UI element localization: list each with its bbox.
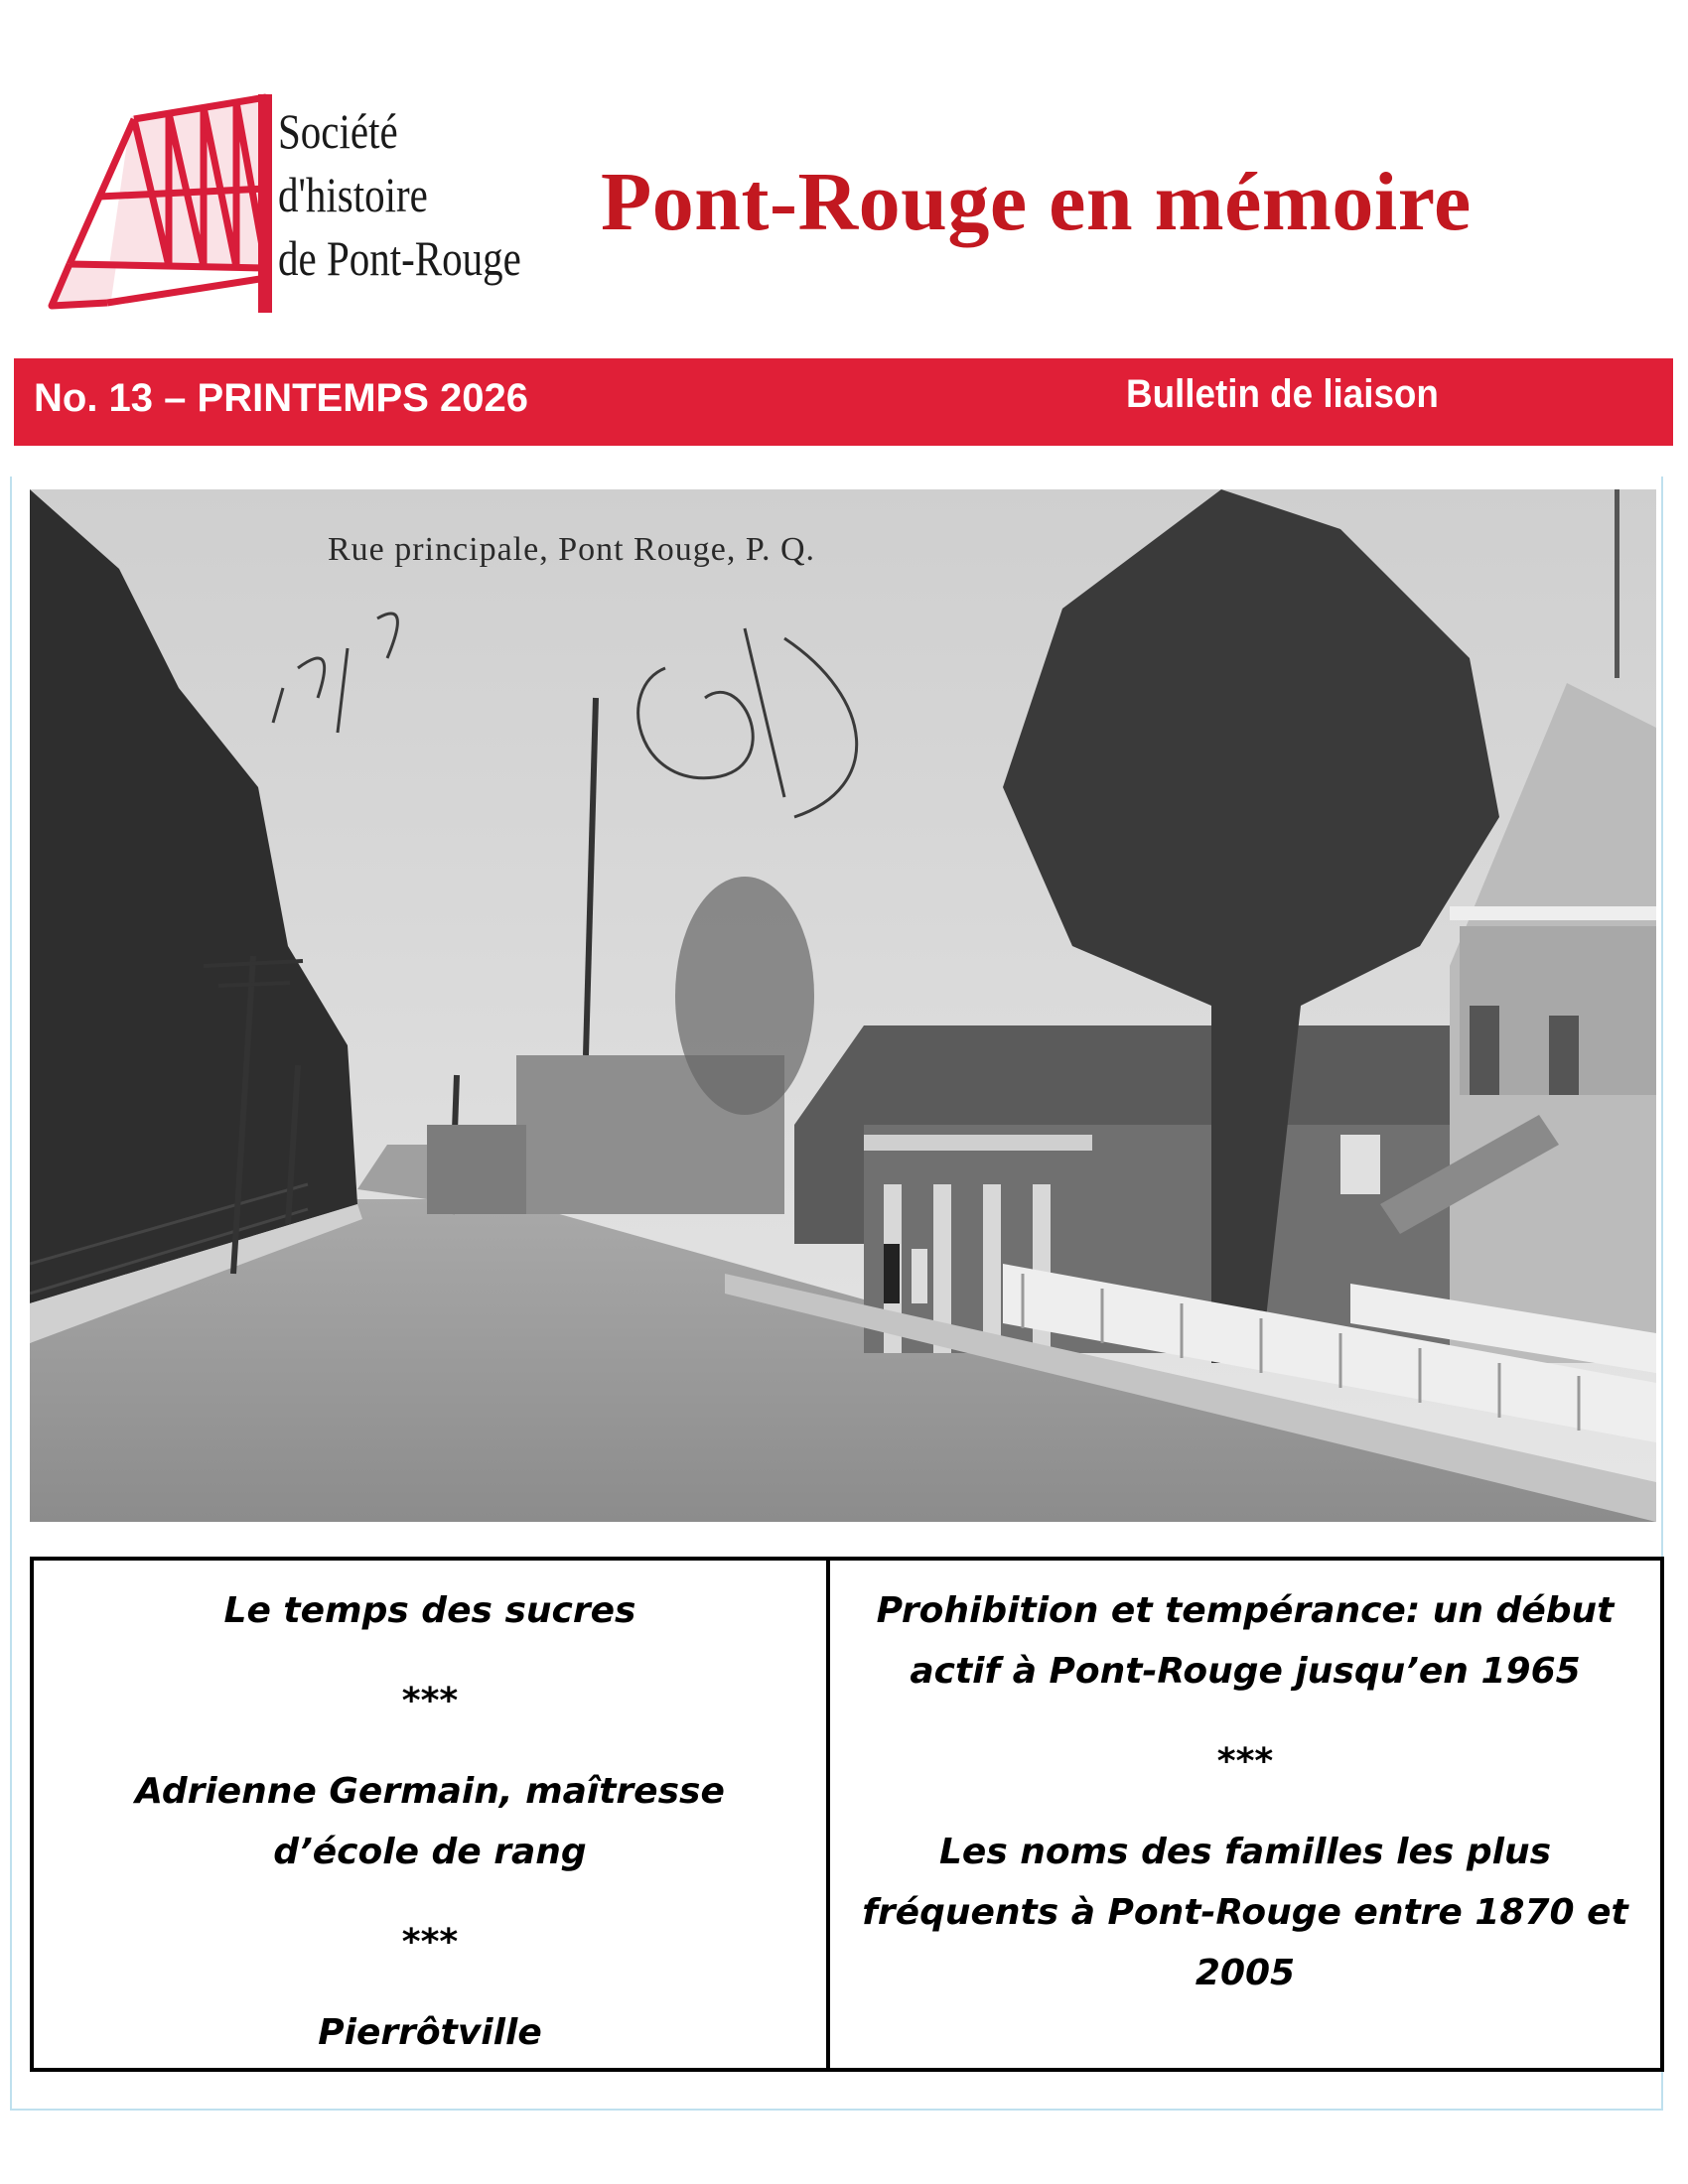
separator: *** <box>1216 1741 1274 1782</box>
separator: *** <box>401 1681 459 1721</box>
article-title: Adrienne Germain, maîtresse d’école de rang <box>135 1771 725 1872</box>
issue-banner <box>14 358 1673 446</box>
bulletin-title: Pont-Rouge en mémoire <box>601 156 1472 248</box>
street-scene-illustration <box>30 489 1656 1522</box>
article-title: Les noms des familles les plus fréquents à Pont-Rouge entre 1870 et 2005 <box>862 1832 1628 1993</box>
article-title: Le temps des sucres <box>223 1590 636 1631</box>
contents-right-column <box>830 1561 1660 2068</box>
photo-caption: Rue principale, Pont Rouge, P. Q. <box>328 531 816 568</box>
bridge-logo-icon <box>40 89 278 318</box>
table-of-contents <box>30 1557 1664 2072</box>
contents-left-column <box>34 1561 826 2068</box>
article-title: Pierrôtville <box>318 2012 542 2053</box>
issue-number: No. 13 – PRINTEMPS 2026 <box>34 376 528 420</box>
society-name-line-3: de Pont-Rouge <box>278 230 521 286</box>
society-logo <box>40 89 596 338</box>
society-name-line-1: Société <box>278 103 398 159</box>
cover-photo <box>30 489 1656 1522</box>
article-title: Prohibition et tempérance: un début actif à Pont-Rouge jusqu’en 1965 <box>876 1590 1615 1692</box>
society-name-line-2: d'histoire <box>278 167 428 222</box>
bulletin-subtitle: Bulletin de liaison <box>1126 372 1439 416</box>
separator: *** <box>401 1922 459 1963</box>
society-name <box>278 99 547 290</box>
